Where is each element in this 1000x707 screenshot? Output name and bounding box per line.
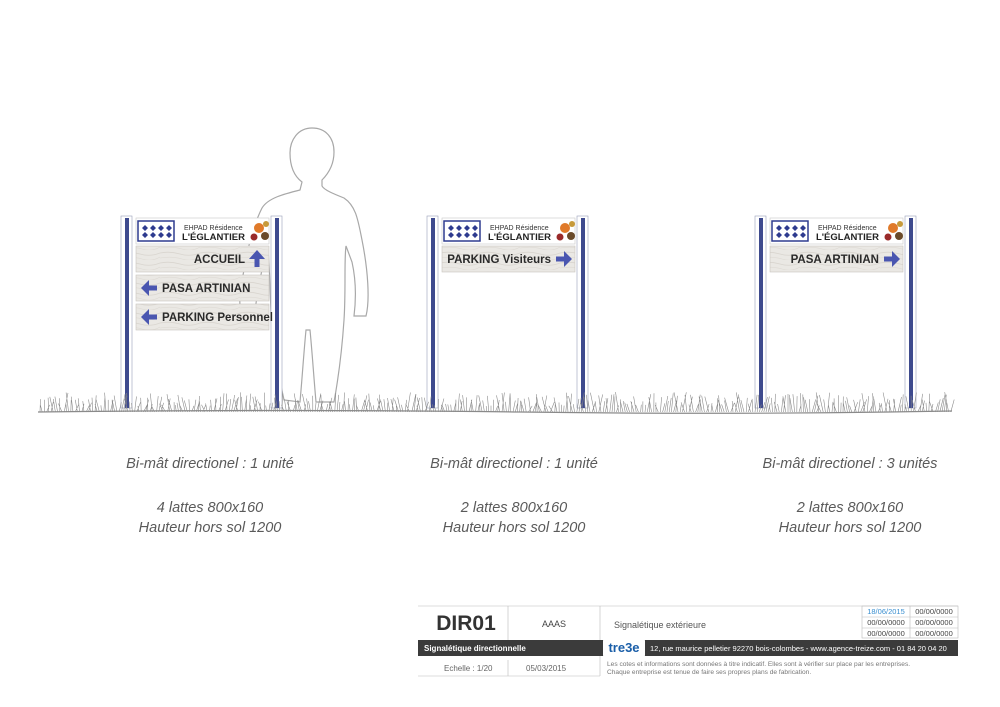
slat-label: PARKING Personnel bbox=[162, 312, 273, 324]
caption-height: Hauteur hors sol 1200 bbox=[442, 520, 586, 536]
direction-slat bbox=[136, 304, 273, 330]
post-stripe bbox=[581, 218, 585, 408]
caption-slats: 4 lattes 800x160 bbox=[156, 500, 264, 516]
post-stripe bbox=[125, 218, 129, 408]
caption-height: Hauteur hors sol 1200 bbox=[778, 520, 922, 536]
agency-address: 12, rue maurice pelletier 92270 bois-colombes - www.agence-treize.com - 01 84 20 04 20 bbox=[650, 644, 947, 653]
drawing-description: Signalétique extérieure bbox=[614, 620, 707, 630]
caption-title: Bi-mât directionel : 1 unité bbox=[430, 456, 598, 472]
sign-1-caption bbox=[60, 454, 360, 538]
client-name: AAAS bbox=[541, 619, 566, 629]
direction-slat bbox=[136, 246, 269, 272]
disclaimer-line-2: Chaque entreprise est tenue de faire ses propres plans de fabrication. bbox=[607, 669, 812, 676]
revision-date: 18/06/2015 bbox=[867, 607, 905, 616]
revision-date: 00/00/0000 bbox=[867, 629, 905, 638]
sign-unit-3 bbox=[755, 216, 916, 408]
header-panel bbox=[770, 218, 903, 244]
revision-date: 00/00/0000 bbox=[915, 629, 953, 638]
header-subtitle: EHPAD Résidence bbox=[490, 225, 549, 232]
post-stripe bbox=[275, 218, 279, 408]
revision-date: 00/00/0000 bbox=[915, 618, 953, 627]
disclaimer-line-1: Les cotes et informations sont données à titre indicatif. Elles sont à vérifier sur place par les entreprises. bbox=[607, 661, 911, 668]
revision-date: 00/00/0000 bbox=[867, 618, 905, 627]
post-stripe bbox=[431, 218, 435, 408]
direction-slat bbox=[136, 275, 269, 301]
slat-label: PASA ARTINIAN bbox=[790, 254, 879, 266]
header-name: L'ÉGLANTIER bbox=[182, 232, 245, 243]
residence-logo bbox=[772, 221, 808, 241]
sign-3-caption bbox=[700, 454, 1000, 538]
header-subtitle: EHPAD Résidence bbox=[184, 225, 243, 232]
post-stripe bbox=[909, 218, 913, 408]
header-panel bbox=[136, 218, 269, 244]
drawing-scale: Echelle : 1/20 bbox=[444, 664, 493, 673]
disclaimer-note bbox=[607, 661, 967, 677]
post-stripe bbox=[759, 218, 763, 408]
drawing-title: Signalétique directionnelle bbox=[424, 644, 526, 653]
direction-slat bbox=[442, 246, 575, 272]
caption-slats: 2 lattes 800x160 bbox=[796, 500, 904, 516]
residence-logo bbox=[138, 221, 174, 241]
drawing-code: DIR01 bbox=[436, 612, 496, 635]
agency-logo: tre3e bbox=[603, 639, 645, 657]
header-name: L'ÉGLANTIER bbox=[488, 232, 551, 243]
caption-slats: 2 lattes 800x160 bbox=[460, 500, 568, 516]
revision-date: 00/00/0000 bbox=[915, 607, 953, 616]
slat-label: ACCUEIL bbox=[193, 254, 245, 266]
slat-label: PASA ARTINIAN bbox=[162, 283, 251, 295]
header-subtitle: EHPAD Résidence bbox=[818, 225, 877, 232]
header-name: L'ÉGLANTIER bbox=[816, 232, 879, 243]
drawing-date: 05/03/2015 bbox=[526, 664, 567, 673]
slat-label: PARKING Visiteurs bbox=[447, 254, 551, 266]
sign-2-caption bbox=[364, 454, 664, 538]
caption-title: Bi-mât directionel : 3 unités bbox=[762, 456, 938, 472]
sign-unit-2 bbox=[427, 216, 588, 408]
residence-logo bbox=[444, 221, 480, 241]
caption-title: Bi-mât directionel : 1 unité bbox=[126, 456, 294, 472]
grass-ground bbox=[38, 392, 954, 413]
direction-slat bbox=[770, 246, 903, 272]
caption-height: Hauteur hors sol 1200 bbox=[138, 520, 282, 536]
header-panel bbox=[442, 218, 575, 244]
